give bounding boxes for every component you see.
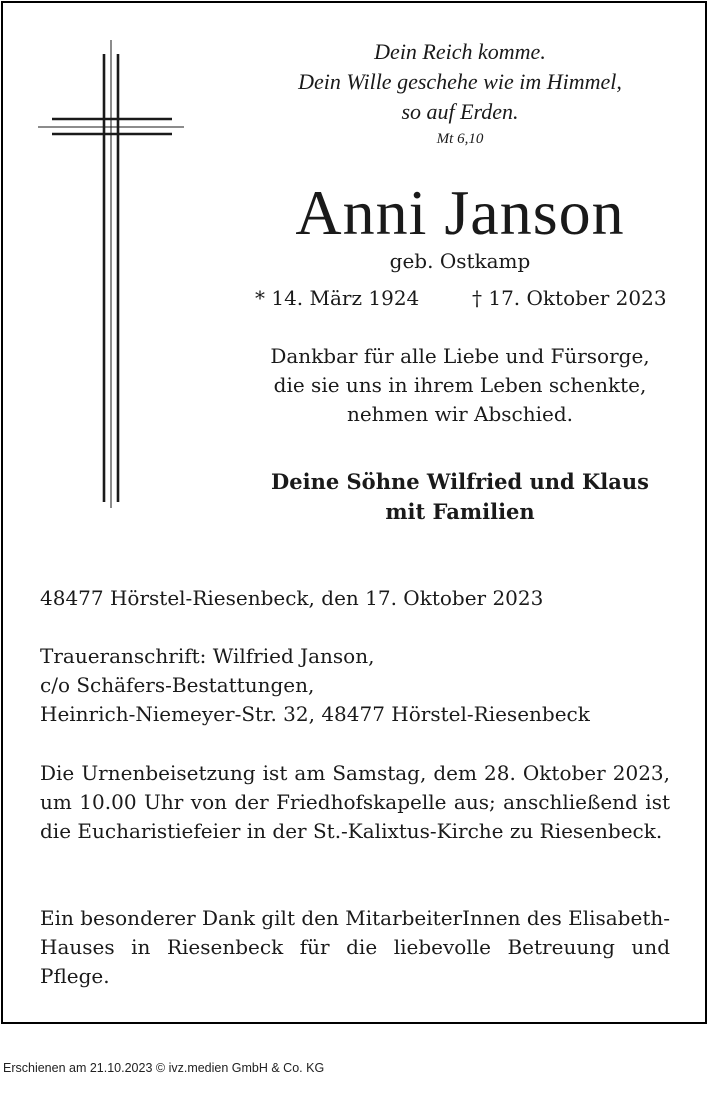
mourners-line-1: Deine Söhne Wilfried und Klaus: [271, 469, 649, 494]
death-date: † 17. Oktober 2023: [472, 286, 667, 310]
farewell-line-1: Dankbar für alle Liebe und Fürsorge,: [270, 344, 650, 368]
mourning-address: [40, 642, 670, 729]
address-line-3: Heinrich-Niemeyer-Str. 32, 48477 Hörstel-Riesenbeck: [40, 702, 590, 726]
farewell-text: [250, 342, 670, 429]
cross-icon: [38, 40, 186, 510]
maiden-name: geb. Ostkamp: [389, 249, 531, 273]
place-date: 48477 Hörstel-Riesenbeck, den 17. Oktober 2023: [40, 586, 544, 610]
birth-date: * 14. März 1924: [255, 286, 420, 310]
publication-footer: Erschienen am 21.10.2023 © ivz.medien GmbH & Co. KG: [3, 1061, 325, 1075]
address-line-1: Traueranschrift: Wilfried Janson,: [40, 644, 375, 668]
bible-verse: [250, 37, 670, 127]
verse-line-2: Dein Wille geschehe wie im Himmel,: [298, 69, 622, 94]
gratitude-note: Ein besonderer Dank gilt den MitarbeiterInnen des Elisabeth-Hauses in Riesenbeck für die liebevolle Betreuung und Pflege.: [40, 906, 670, 988]
funeral-info: Die Urnenbeisetzung ist am Samstag, dem 28. Oktober 2023, um 10.00 Uhr von der Friedhofskapelle aus; anschließend ist die Eucharistiefeier in der St.-Kalixtus-Kirche zu Riesenbeck.: [40, 761, 670, 843]
address-line-2: c/o Schäfers-Bestattungen,: [40, 673, 315, 697]
verse-reference: Mt 6,10: [436, 131, 484, 147]
farewell-line-2: die sie uns in ihrem Leben schenkte,: [273, 373, 647, 397]
verse-line-1: Dein Reich komme.: [374, 39, 546, 64]
verse-line-3: so auf Erden.: [401, 99, 519, 124]
mourners-line-2: mit Familien: [385, 499, 535, 524]
deceased-name: Anni Janson: [295, 177, 625, 248]
farewell-line-3: nehmen wir Abschied.: [346, 402, 574, 426]
mourners: [250, 467, 670, 527]
